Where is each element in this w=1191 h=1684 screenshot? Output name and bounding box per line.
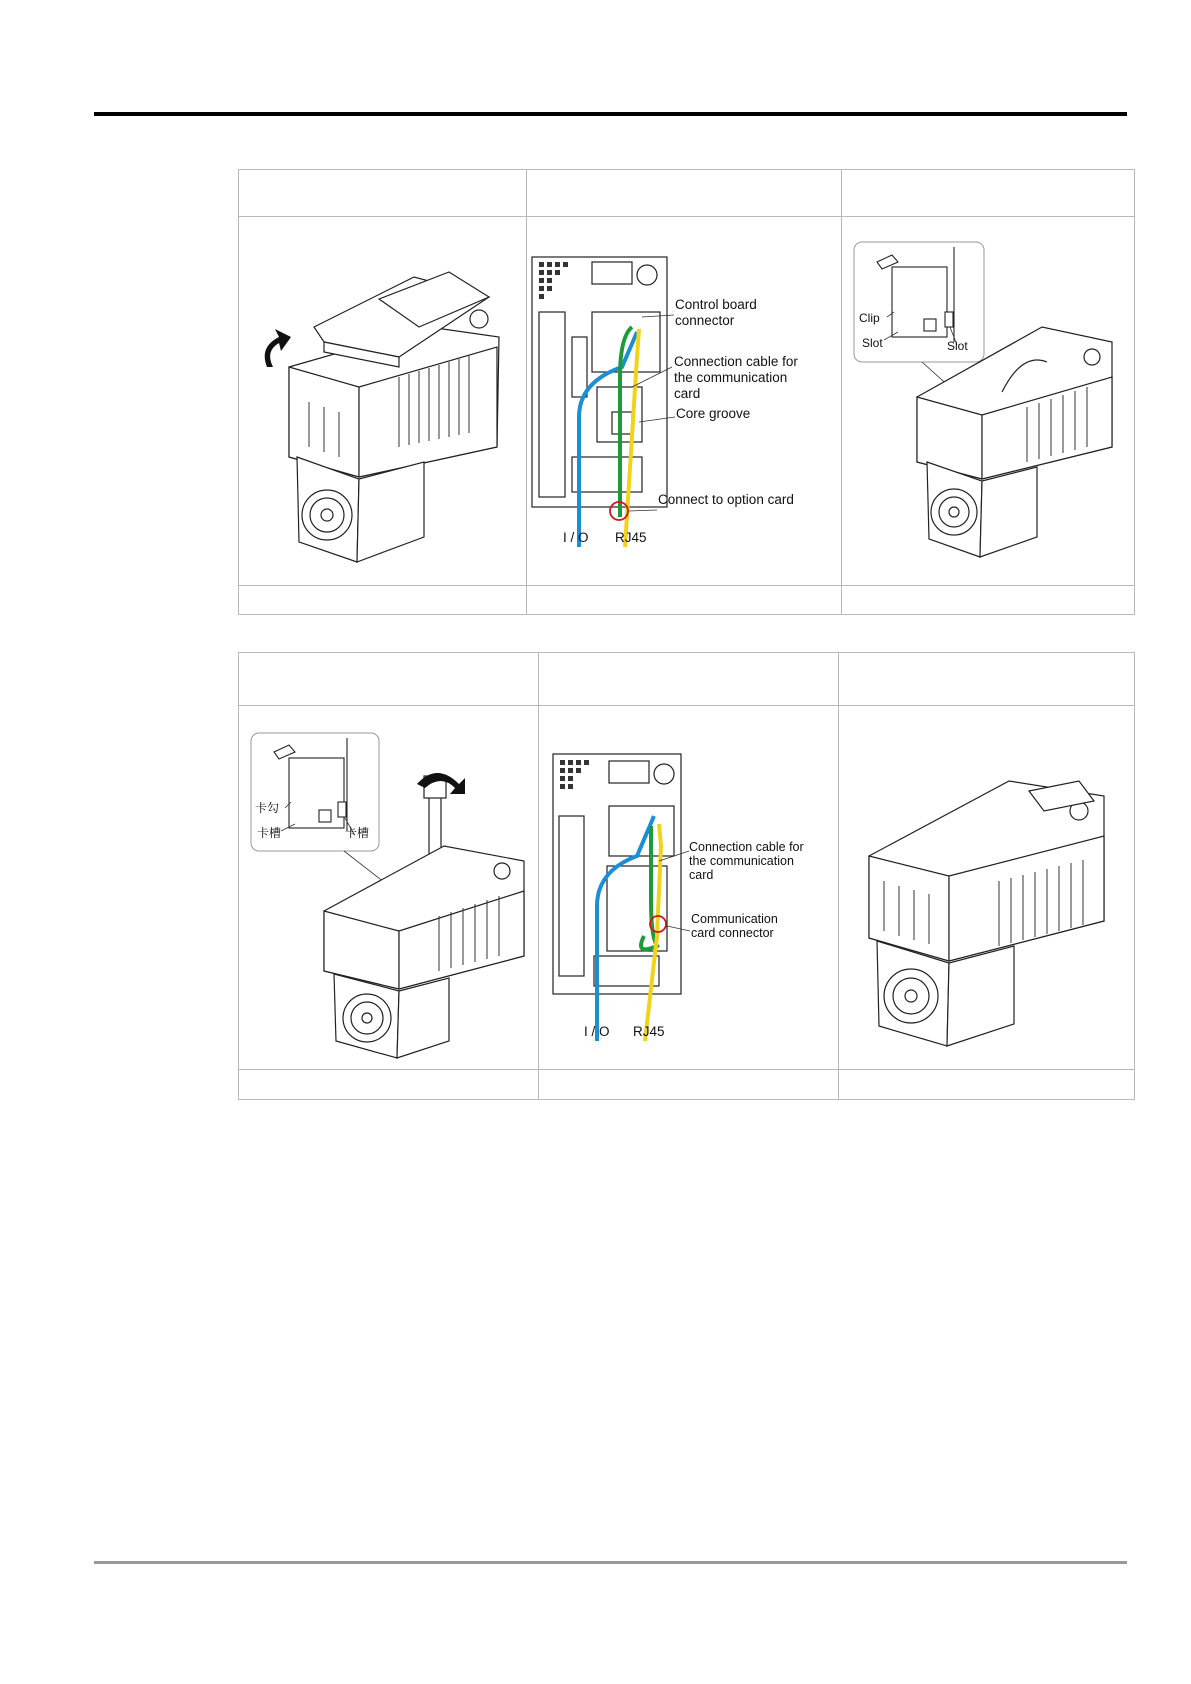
label-connection-cable-1: Connection cable for: [674, 354, 798, 369]
label-io: I / O: [563, 530, 589, 545]
footer-cell-1: [239, 586, 527, 615]
label-slot-right-cn: 卡槽: [345, 826, 370, 840]
table-header-row: [239, 653, 1135, 706]
card-insertion-illustration: [842, 217, 1135, 585]
label-comm-card-connector-1: Communication: [691, 912, 778, 926]
step-3-cell: [842, 217, 1135, 586]
installation-table-1: [238, 169, 1135, 615]
header-cell-3: [842, 170, 1135, 217]
footer-cell-2: [539, 1070, 839, 1100]
label-connection-cable-3: card: [674, 386, 701, 401]
step-1-cell: [239, 217, 527, 586]
label-core-groove: Core groove: [676, 406, 751, 421]
label-slot-right: Slot: [947, 339, 968, 353]
label-rj45: RJ45: [633, 1024, 665, 1039]
header-cell-3: [839, 653, 1135, 706]
label-connection-cable-2: the communication: [674, 370, 788, 385]
header-cell-2: [527, 170, 842, 217]
lift-arrow-icon: [265, 329, 291, 367]
footer-rule: [94, 1561, 1127, 1564]
table-footer-row: [239, 586, 1135, 615]
footer-cell-3: [839, 1070, 1135, 1100]
table-footer-row: [239, 1070, 1135, 1100]
table-image-row: [239, 706, 1135, 1070]
step-2-cell: [527, 217, 842, 586]
step-1-cell: [239, 706, 539, 1070]
step-3-cell: [839, 706, 1135, 1070]
label-io: I / O: [584, 1024, 610, 1039]
label-connection-cable-2: the communication: [689, 854, 794, 868]
label-clip: Clip: [859, 311, 880, 325]
footer-cell-3: [842, 586, 1135, 615]
table-header-row: [239, 170, 1135, 217]
label-control-board-connector-2: connector: [675, 313, 735, 328]
step-2-cell: [539, 706, 839, 1070]
label-comm-card-connector-2: card connector: [691, 926, 774, 940]
header-cell-1: [239, 170, 527, 217]
header-cell-1: [239, 653, 539, 706]
label-connection-cable-1: Connection cable for: [689, 840, 804, 854]
header-cell-2: [539, 653, 839, 706]
assembled-drive-illustration: [839, 706, 1135, 1069]
label-slot-left: Slot: [862, 336, 883, 350]
drive-open-cover-illustration: [239, 217, 527, 585]
cable-routing-diagram: [527, 217, 842, 585]
label-clip-cn: 卡勾: [255, 801, 280, 815]
label-control-board-connector-1: Control board: [675, 297, 757, 312]
footer-cell-2: [527, 586, 842, 615]
footer-cell-1: [239, 1070, 539, 1100]
label-connection-cable-3: card: [689, 868, 714, 882]
header-rule: [94, 112, 1127, 116]
cable-connect-diagram: [539, 706, 839, 1069]
label-connect-option-card: Connect to option card: [658, 492, 794, 507]
fasten-card-illustration: [239, 706, 539, 1069]
table-image-row: [239, 217, 1135, 586]
label-rj45: RJ45: [615, 530, 647, 545]
installation-table-2: [238, 652, 1135, 1100]
label-slot-left-cn: 卡槽: [257, 826, 282, 840]
